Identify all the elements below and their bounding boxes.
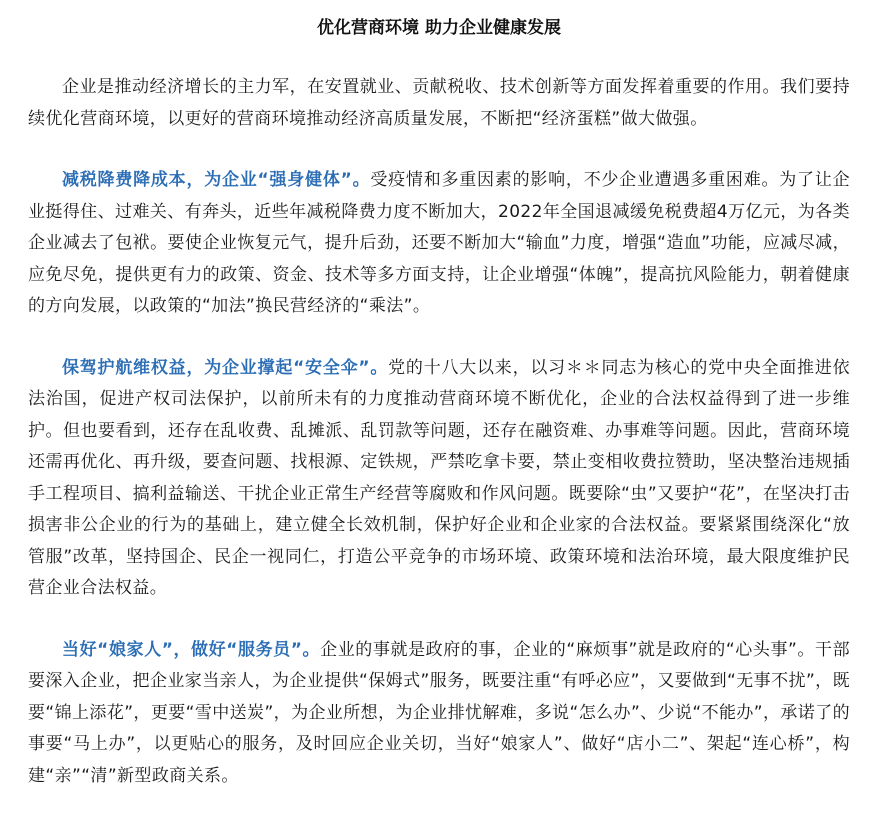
section-body-tax-relief: 受疫情和多重因素的影响，不少企业遭遇多重困难。为了让企业挺得住、过难关、有奔头，近些年减税降费力度不断加大，2022年全国退减缓免税费超4万亿元，为各类企业减去了包袱。要使企业恢复元气，提升后劲，还要不断加大“输血”力度，增强“造血”功能，应减尽减，应免尽免，提供更有力的政策、资金、技术等多方面支持，让企业增强“体魄”，提高抗风险能力，朝着健康的方向发展，以政策的“加法”换民营经济的“乘法”。 <box>28 170 850 316</box>
article <box>28 0 850 792</box>
section-body-service: 企业的事就是政府的事，企业的“麻烦事”就是政府的“心头事”。干部要深入企业，把企业家当亲人，为企业提供“保姆式”服务，既要注重“有呼必应”，又要做到“无事不扰”，既要“锦上添花”，更要“雪中送炭”，为企业所想，为企业排忧解难，多说“怎么办”、少说“不能办”，承诺了的事要“马上办”，以更贴心的服务，及时回应企业关切，当好“娘家人”、做好“店小二”、架起“连心桥”，构建“亲”“清”新型政商关系。 <box>28 639 851 786</box>
section-paragraph-service <box>28 635 850 793</box>
section-heading-rights-protection: 保驾护航维权益，为企业撑起“安全伞”。 <box>62 357 389 378</box>
article-title: 优化营商环境 助力企业健康发展 <box>317 18 561 38</box>
section-paragraph-rights-protection <box>28 353 850 605</box>
intro-paragraph: 企业是推动经济增长的主力军，在安置就业、贡献税收、技术创新等方面发挥着重要的作用。我们要持续优化营商环境，以更好的营商环境推动经济高质量发展，不断把“经济蛋糕”做大做强。 <box>28 77 850 129</box>
section-heading-service: 当好“娘家人”，做好“服务员”。 <box>62 639 321 660</box>
section-paragraph-tax-relief <box>28 165 850 323</box>
section-heading-tax-relief: 减税降费降成本，为企业“强身健体”。 <box>62 170 371 190</box>
section-body-rights-protection: 党的十八大以来，以习＊＊同志为核心的党中央全面推进依法治国，促进产权司法保护，以前所未有的力度推动营商环境不断优化，企业的合法权益得到了进一步维护。但也要看到，还存在乱收费、乱摊派、乱罚款等问题，还存在融资难、办事难等问题。因此，营商环境还需再优化、再升级，要查问题、找根源、定铁规，严禁吃拿卡要，禁止变相收费拉赞助，坚决整治违规插手工程项目、搞利益输送、干扰企业正常生产经营等腐败和作风问题。既要除“虫”又要护“花”，在坚决打击损害非公企业的行为的基础上，建立健全长效机制，保护好企业和企业家的合法权益。要紧紧围绕深化“放管服”改革，坚持国企、民企一视同仁，打造公平竞争的市场环境、政策环境和法治环境，最大限度维护民营企业合法权益。 <box>28 357 850 598</box>
